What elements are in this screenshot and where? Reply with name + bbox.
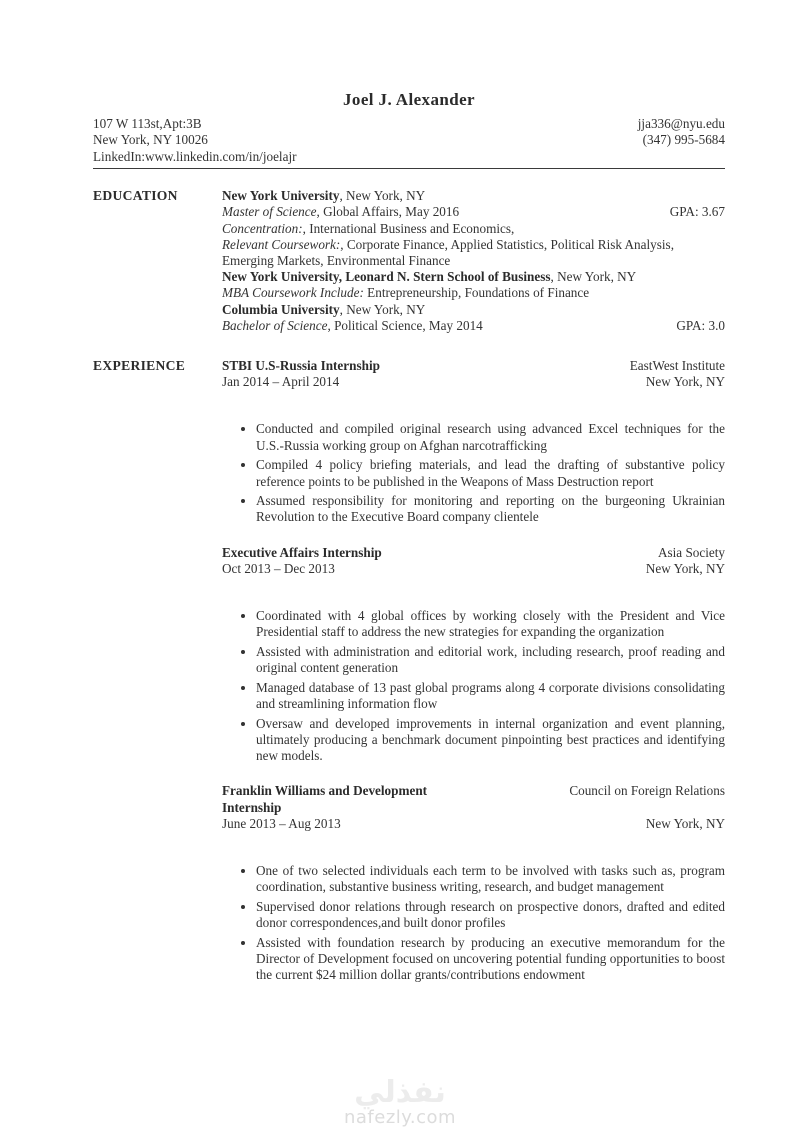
job-dates: Oct 2013 – Dec 2013	[222, 560, 335, 576]
address-line-1: 107 W 113st,Apt:3B	[93, 116, 202, 131]
job-entry	[222, 358, 725, 526]
watermark	[0, 1077, 800, 1127]
education-concentration-line: Concentration:, International Business and Economics,	[222, 220, 515, 236]
education-school-line: New York University, New York, NY	[222, 188, 426, 204]
job-location: New York, NY	[645, 815, 725, 831]
email-text: jja336@nyu.edu	[637, 116, 725, 131]
job-subheader	[222, 816, 725, 832]
phone-text: (347) 995-5684	[642, 132, 725, 148]
job-subheader	[222, 561, 725, 577]
job-subheader	[222, 374, 725, 390]
bullet-item: • Assisted with foundation research by producing an executive memorandum for the Director of Development focused on uncovering potential funding opportunities to boost the current $24 million dollar grants/contributions endowment	[256, 935, 725, 984]
education-coursework-line: Relevant Coursework:, Corporate Finance, Applied Statistics, Political Risk Analysis, Emerging Markets, Environmental Finance	[222, 236, 674, 269]
job-title: STBI U.S-Russia Internship	[222, 358, 380, 374]
linkedin-line: LinkedIn:www.linkedin.com/in/joelajr	[93, 148, 297, 164]
job-location: New York, NY	[645, 374, 725, 390]
job-company: Asia Society	[657, 544, 725, 560]
bullet-item: • Compiled 4 policy briefing materials, and lead the drafting of substantive policy reference points to be published in the Weapons of Mass Destruction report	[256, 457, 725, 489]
job-header	[222, 358, 725, 374]
education-degree-line: GPA: 3.0 Bachelor of Science, Political Science, May 2014	[222, 317, 725, 333]
education-school-line: New York University, Leonard N. Stern School of Business, New York, NY	[222, 269, 637, 285]
education-coursework-line: MBA Coursework Include: Entrepreneurship, Foundations of Finance	[222, 285, 590, 301]
bullet-item: • Coordinated with 4 global offices by working closely with the President and Vice Presidential staff to address the new strategies for expanding the organization	[256, 608, 725, 640]
contact-left	[93, 116, 297, 165]
contact-block	[93, 116, 725, 169]
job-company: EastWest Institute	[629, 358, 725, 374]
job-header	[222, 545, 725, 561]
job-title: Executive Affairs Internship	[222, 544, 382, 560]
education-section	[93, 188, 725, 334]
job-bullet-list	[222, 863, 725, 983]
experience-body	[222, 358, 725, 987]
education-body	[222, 188, 725, 334]
bullet-item: • Assisted with administration and editorial work, including research, proof reading and original content generation	[256, 644, 725, 676]
job-bullet-list	[222, 421, 725, 525]
watermark-domain-text: nafezly.com	[343, 1107, 457, 1128]
education-heading: EDUCATION	[93, 188, 178, 204]
person-name: Joel J. Alexander	[343, 90, 475, 109]
education-school-line: Columbia University, New York, NY	[222, 301, 426, 317]
gpa-value: GPA: 3.67	[669, 204, 725, 220]
gpa-value: GPA: 3.0	[676, 317, 725, 333]
bullet-item: • Supervised donor relations through research on prospective donors, drafted and edited donor correspondences,and built donor profiles	[256, 899, 725, 931]
resume-header	[93, 0, 725, 169]
contact-right	[638, 116, 725, 165]
job-dates: Jan 2014 – April 2014	[222, 374, 340, 390]
job-bullet-list	[222, 608, 725, 764]
experience-section	[93, 358, 725, 987]
job-header	[222, 783, 725, 815]
address-line-2: New York, NY 10026	[93, 132, 208, 148]
bullet-item: • Oversaw and developed improvements in internal organization and event planning, ultimately producing a benchmark document pinpointing best practices and identifying new models.	[256, 716, 725, 765]
experience-heading: EXPERIENCE	[93, 358, 186, 374]
job-dates: June 2013 – Aug 2013	[222, 815, 341, 831]
bullet-item: • Assumed responsibility for monitoring and reporting on the burgeoning Ukrainian Revolution to the Executive Board company clientele	[256, 493, 725, 525]
job-company: Council on Foreign Relations	[569, 783, 725, 799]
watermark-arabic-logo: نفذلي	[354, 1075, 446, 1110]
job-entry	[222, 545, 725, 765]
bullet-item: • Managed database of 13 past global programs along 4 corporate divisions consolidating and streamlining information flow	[256, 680, 725, 712]
bullet-item: • Conducted and compiled original research using advanced Excel techniques for the U.S.-Russia working group on Afghan narcotrafficking	[256, 421, 725, 453]
job-title: Franklin Williams and Development Internship	[222, 783, 428, 815]
education-degree-line: GPA: 3.67 Master of Science, Global Affairs, May 2016	[222, 204, 725, 220]
job-location: New York, NY	[645, 560, 725, 576]
job-entry	[222, 783, 725, 983]
bullet-item: • One of two selected individuals each term to be involved with tasks such as, program coordination, substantive business writing, research, and budget management	[256, 863, 725, 895]
